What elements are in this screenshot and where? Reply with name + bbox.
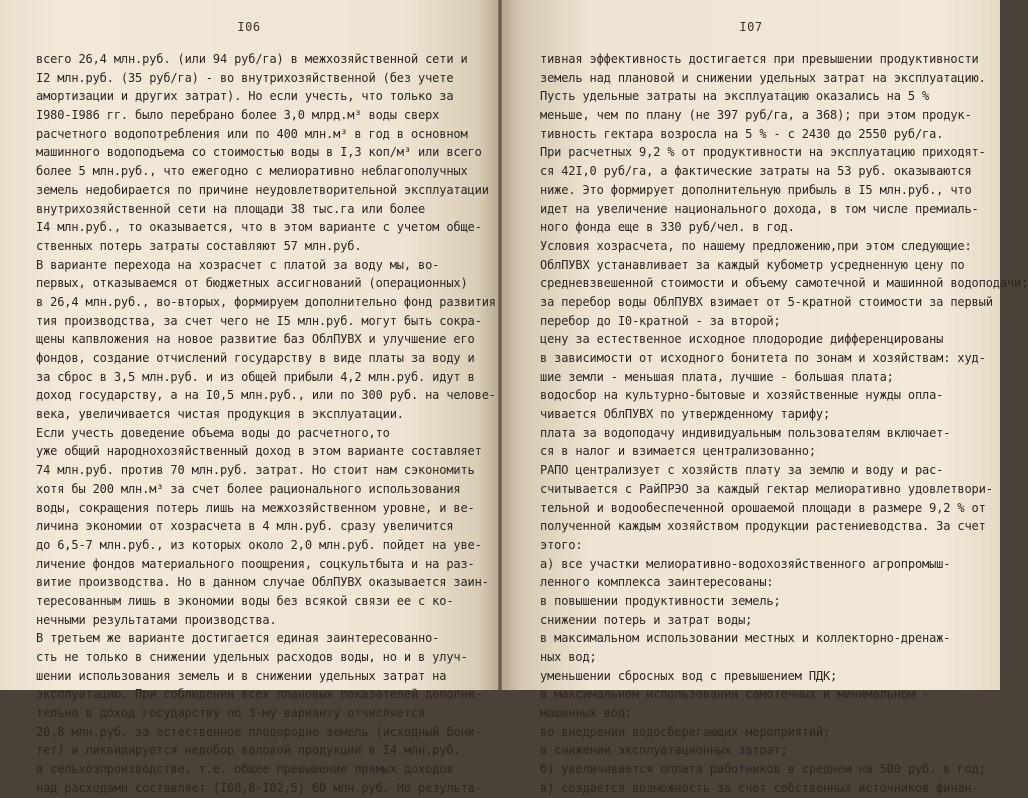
text-line: тет) и ликвидируется недобор валовой продукции в I4 млн.руб. — [36, 743, 461, 758]
text-line: 20,8 млн.руб. за естественное плодородие земель (исходный бони- — [36, 724, 482, 739]
text-line: машинных вод; — [540, 706, 632, 721]
text-line: уже общий народнохозяйственный доход в этом варианте составляет — [36, 444, 482, 459]
text-line: всего 26,4 млн.руб. (или 94 руб/га) в межхозяйственной сети и — [36, 52, 468, 66]
text-line: уменьшении сбросных вод с превышением ПДК; — [540, 668, 838, 683]
text-line: личина экономии от хозрасчета в 4 млн.руб. сразу увеличится — [36, 519, 454, 534]
text-line: земель над плановой и снижении удельных затрат на эксплуатацию. — [540, 70, 986, 85]
text-line: ОблПУВХ устанавливает за каждый кубометр усредненную цену по — [540, 257, 965, 272]
text-line: машинного водоподъема со стоимостью воды в I,3 коп/м³ или всего — [36, 145, 482, 160]
text-line: тивная эффективность достигается при превышении продуктивности — [540, 52, 979, 66]
text-line: за перебор воды ОблПУВХ взимает от 5-кратной стоимости за первый — [540, 294, 993, 309]
text-line: в максимальном использовании самотечных и минимальном - — [540, 687, 930, 702]
text-line: снижении потерь и затрат воды; — [540, 612, 753, 627]
text-line: более 5 млн.руб., что ежегодно с мелиоративно неблагополучных — [36, 164, 468, 179]
text-line: этого: — [540, 537, 583, 552]
text-line: ного фонда еще в 330 руб/чел. в год. — [540, 220, 795, 235]
text-line: I2 млн.руб. (35 руб/га) - во внутрихозяйственной (без учете — [36, 70, 454, 85]
text-line: первых, отказываемся от бюджетных ассигнований (операционных) — [36, 276, 468, 291]
text-line: считывается с РайПРЭО за каждый гектар мелиоративно удовлетвори- — [540, 481, 993, 496]
text-line: 74 млн.руб. против 70 млн.руб. затрат. Но стоит нам сэкономить — [36, 463, 475, 478]
text-line: ниже. Это формирует дополнительную прибыль в I5 млн.руб., что — [540, 182, 972, 197]
right-page — [502, 0, 1028, 795]
text-line: в повышении продуктивности земель; — [540, 593, 781, 608]
text-line: чивается ОблПУВХ по утвержденному тарифу; — [540, 407, 831, 422]
text-line: шие земли - меньшая плата, лучшие - большая плата; — [540, 369, 894, 384]
text-line: а) все участки мелиоративно-водохозяйственного агропромыш- — [540, 556, 951, 571]
text-line: Если учесть доведение объема воды до расчетного,то — [36, 425, 390, 440]
text-line: внутрихозяйственной сети на площади 38 тыс.га или более — [36, 201, 426, 216]
text-line: полученной каждым хозяйством продукции растениеводства. За счет — [540, 519, 986, 534]
text-line: водосбор на культурно-бытовые и хозяйственные нужды опла- — [540, 388, 944, 403]
text-line: щены капвложения на новое развитие баз ОблПУВХ и улучшение его — [36, 332, 475, 347]
text-line: РАПО централизует с хозяйств плату за землю и воду и рас- — [540, 463, 944, 478]
text-line: б) увеличивается оплата работников в среднем на 500 руб. в год; — [540, 762, 986, 777]
text-line: плата за водоподачу индивидуальным пользователям включает- — [540, 425, 951, 440]
text-line: века, увеличивается чистая продукция в эксплуатации. — [36, 407, 404, 422]
text-line: тивность гектара возросла на 5 % - с 2430 до 2550 руб/га. — [540, 126, 944, 141]
text-line: в зависимости от исходного бонитета по зонам и хозяйствам: худ- — [540, 351, 986, 365]
text-line: земель недобирается по причине неудовлетворительной эксплуатации — [36, 182, 489, 197]
text-line: в) создается возможность за счет собственных источников финан- — [540, 780, 979, 795]
text-line: ных вод; — [540, 650, 597, 664]
text-line: тельной и водообеспеченной орошаемой площади в размере 9,2 % от — [540, 500, 986, 515]
text-line: воды, сокращения потерь лишь на межхозяйственном уровне, и ве- — [36, 500, 475, 515]
page-text — [36, 50, 496, 798]
text-line: тия производства, за счет чего не I5 млн.руб. могут быть сокра- — [36, 313, 482, 328]
text-line: в снижении эксплуатационных затрат; — [540, 743, 788, 758]
text-line: во внедрении водосберегающих мероприятий; — [540, 724, 831, 739]
text-line: Условия хозрасчета, по нашему предложению,при этом следующие: — [540, 238, 972, 253]
left-page — [0, 0, 498, 795]
text-line: витие производства. Но в данном случае ОблПУВХ оказывается заин- — [36, 575, 489, 590]
text-line: ся в налог и взимается централизованно; — [540, 444, 816, 459]
text-line: средневзвешенной стоимости и объему самотечной и машинной водоподачи; — [540, 276, 1028, 291]
text-line: ственных потерь затраты составляют 57 млн.руб. — [36, 238, 362, 253]
page-number: I07 — [739, 20, 763, 34]
text-line: перебор до I0-кратной - за второй; — [540, 313, 781, 328]
text-line: доход государству, а на I0,5 млн.руб., или по 300 руб. на челове- — [36, 388, 496, 403]
text-line: цену за естественное исходное плодородие дифференцированы — [540, 332, 944, 347]
text-line: в максимальном использовании местных и коллекторно-дренаж- — [540, 631, 951, 646]
text-line: нечными результатами производства. — [36, 612, 277, 627]
text-line: В третьем же варианте достигается единая заинтересованно- — [36, 631, 440, 646]
text-line: за сброс в 3,5 млн.руб. и из общей прибыли 4,2 млн.руб. идут в — [36, 369, 475, 384]
text-line: до 6,5-7 млн.руб., из которых около 2,0 млн.руб. пойдет на уве- — [36, 537, 482, 552]
text-line: тельно в доход государству по 3-му варианту отчисляется — [36, 706, 426, 721]
text-line: Пусть удельные затраты на эксплуатацию оказались на 5 % — [540, 89, 930, 104]
page-text — [540, 50, 1028, 798]
text-line: В варианте перехода на хозрасчет с платой за воду мы, во- — [36, 257, 440, 272]
text-line: в сельхозпроизводстве, т.е. общее превышение прямых доходов — [36, 762, 454, 777]
text-line: тересованным лишь в экономии воды без всякой связи ее с ко- — [36, 593, 454, 608]
text-line: в 26,4 млн.руб., во-вторых, формируем дополнительно фонд развития — [36, 294, 496, 309]
text-line: ленного комплекса заинтересованы: — [540, 575, 774, 590]
text-line: амортизации и других затрат). Но если учесть, что только за — [36, 89, 454, 104]
page-number: I06 — [237, 20, 261, 34]
text-line: идет на увеличение национального дохода, в том числе премиаль- — [540, 201, 979, 216]
text-line: сть не только в снижении удельных расходов воды, но и в улуч- — [36, 650, 468, 664]
text-line: над расходами составляет (I08,8-I02,5) 60 млн.руб. Но результа- — [36, 780, 482, 795]
text-line: I4 млн.руб., то оказывается, что в этом варианте с учетом обще- — [36, 220, 482, 235]
text-line: шении использования земель и в снижении удельных затрат на — [36, 668, 447, 683]
text-line: При расчетных 9,2 % от продуктивности на эксплуатацию приходят- — [540, 145, 986, 160]
text-line: расчетного водопотребления или по 400 млн.м³ в год в основном — [36, 126, 468, 141]
text-line: меньше, чем по плану (не 397 руб/га, а 368); при этом продук- — [540, 108, 972, 123]
text-line: эксплуатацию. При соблюдении всех плановых показателей дополни- — [36, 687, 482, 702]
text-line: личение фондов материального поощрения, соцкультбыта и на раз- — [36, 556, 475, 571]
text-line: фондов, создание отчислений государству в виде платы за воду и — [36, 351, 475, 365]
text-line: хотя бы 200 млн.м³ за счет более рационального использования — [36, 481, 461, 496]
text-line: I980-I986 гг. было перебрано более 3,0 млрд.м³ воды сверх — [36, 108, 440, 123]
text-line: ся 42I,0 руб/га, а фактические затраты на 53 руб. оказываются — [540, 164, 972, 179]
